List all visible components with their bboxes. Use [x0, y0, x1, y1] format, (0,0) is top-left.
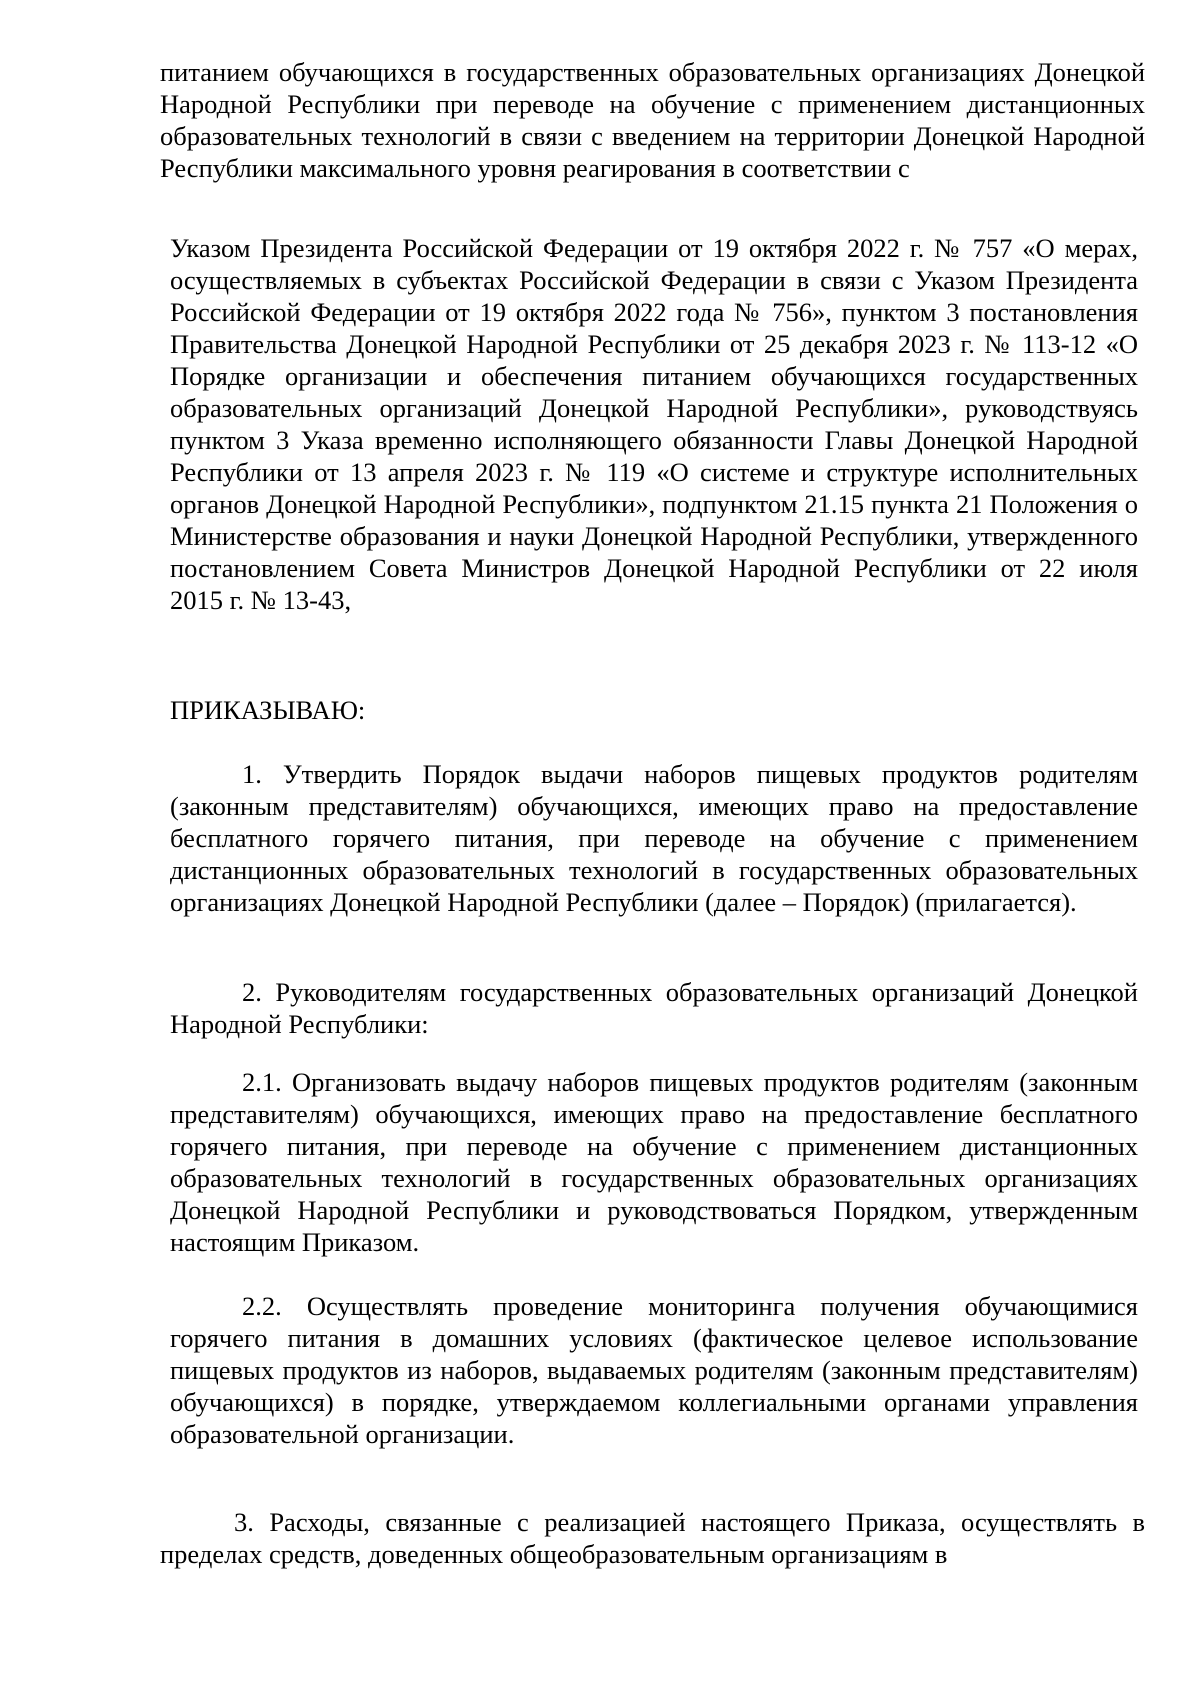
intro-paragraph: питанием обучающихся в государственных образовательных организациях Донецкой Народной Республики при переводе на обучение с применением дистанционных образовательных технологий в связи с введением на территории Донецкой Народной Республики максимального уровня реагирования в соответствии с	[160, 57, 1145, 183]
order-item-3: 3. Расходы, связанные с реализацией настоящего Приказа, осуществлять в пределах средств, доведенных общеобразовательным организациям в	[160, 1507, 1145, 1569]
order-item-2-1: 2.1. Организовать выдачу наборов пищевых продуктов родителям (законным представителям) обучающихся, имеющих право на предоставление бесплатного горячего питания, при переводе на обучение с применением дистанционных образовательных технологий в государственных образовательных организациях Донецкой Народной Республики и руководствоваться Порядком, утвержденным настоящим Приказом.	[170, 1067, 1138, 1257]
order-item-1: 1. Утвердить Порядок выдачи наборов пищевых продуктов родителям (законным представителям) обучающихся, имеющих право на предоставление бесплатного горячего питания, при переводе на обучение с применением дистанционных образовательных технологий в государственных образовательных организациях Донецкой Народной Республики (далее – Порядок) (прилагается).	[170, 759, 1138, 917]
order-item-2: 2. Руководителям государственных образовательных организаций Донецкой Народной Республики:	[170, 977, 1138, 1039]
order-heading: ПРИКАЗЫВАЮ:	[170, 695, 366, 725]
order-item-2-2: 2.2. Осуществлять проведение мониторинга получения обучающимися горячего питания в домашних условиях (фактическое целевое использование пищевых продуктов из наборов, выдаваемых родителям (законным представителям) обучающихся) в порядке, утверждаемом коллегиальными органами управления образовательной организации.	[170, 1291, 1138, 1449]
legal-basis-paragraph: Указом Президента Российской Федерации от 19 октября 2022 г. № 757 «О мерах, осуществляемых в субъектах Российской Федерации в связи с Указом Президента Российской Федерации от 19 октября 2022 года № 756», пунктом 3 постановления Правительства Донецкой Народной Республики от 25 декабря 2023 г. № 113-12 «О Порядке организации и обеспечения питанием обучающихся государственных образовательных организаций Донецкой Народной Республики», руководствуясь пунктом 3 Указа временно исполняющего обязанности Главы Донецкой Народной Республики от 13 апреля 2023 г. № 119 «О системе и структуре исполнительных органов Донецкой Народной Республики», подпунктом 21.15 пункта 21 Положения о Министерстве образования и науки Донецкой Народной Республики, утвержденного постановлением Совета Министров Донецкой Народной Республики от 22 июля 2015 г. № 13-43,	[170, 233, 1138, 615]
